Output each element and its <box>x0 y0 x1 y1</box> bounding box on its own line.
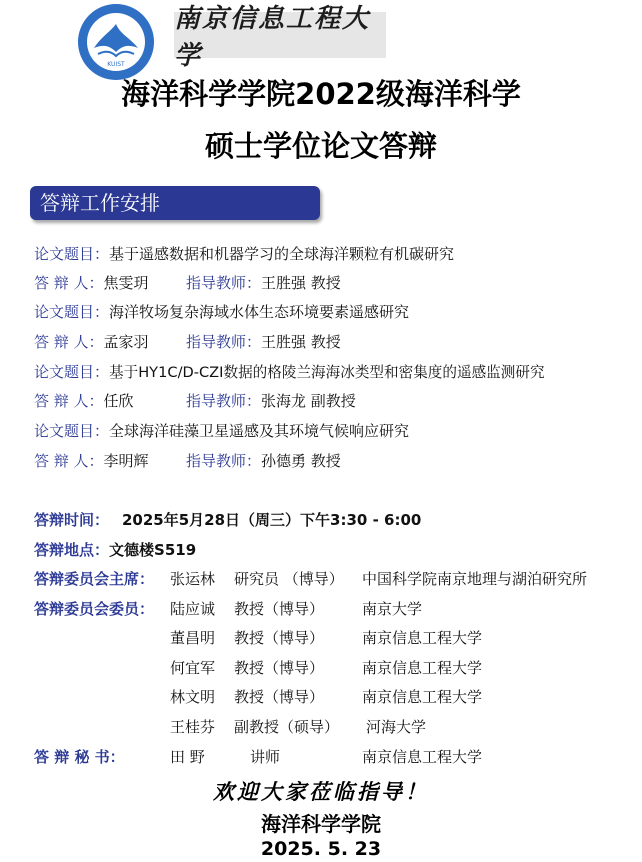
secretary-org: 南京信息工程大学 <box>362 748 483 766</box>
secretary-name: 田 野 <box>170 748 205 766</box>
student-name: 任欣 <box>103 392 134 410</box>
member-rank: 教授（博导） <box>234 600 325 618</box>
member-rank: 教授（博导） <box>234 629 325 647</box>
student-label: 答 辩 人： <box>34 274 104 292</box>
secretary-rank: 讲师 <box>250 748 281 766</box>
advisor-name: 王胜强 教授 <box>261 274 341 292</box>
thesis-title-row <box>34 420 409 442</box>
notice-date: 2025. 5. 23 <box>260 838 382 860</box>
student-name: 孟家羽 <box>103 333 149 351</box>
member-org: 南京信息工程大学 <box>362 688 483 706</box>
defense-place-row <box>34 539 196 561</box>
thesis-title-row <box>34 361 545 383</box>
thesis-title: 海洋牧场复杂海域水体生态环境要素遥感研究 <box>109 303 410 321</box>
secretary-label: 答 辩 秘 书： <box>34 748 125 766</box>
member-org: 河海大学 <box>366 718 427 736</box>
member-org: 南京大学 <box>362 600 423 618</box>
advisor-label: 指导教师： <box>186 392 262 410</box>
university-emblem-icon <box>76 2 156 82</box>
welcome-message: 欢迎大家莅临指导！ <box>213 779 429 804</box>
thesis-title-row <box>34 243 454 265</box>
member-name: 陆应诚 <box>170 600 216 618</box>
chair-name: 张运林 <box>170 570 216 588</box>
student-row <box>34 390 356 412</box>
defense-time: 2025年5月28日（周三）下午3:30 - 6:00 <box>122 511 422 529</box>
section-header-schedule: 答辩工作安排 <box>30 186 320 220</box>
member-name: 董昌明 <box>170 629 216 647</box>
member-name: 王桂芬 <box>170 718 216 736</box>
emblem-text: KUIST <box>107 61 125 68</box>
advisor-label: 指导教师： <box>186 452 262 470</box>
university-wordmark <box>174 4 386 71</box>
secretary-row <box>34 746 483 768</box>
page-title-line2: 硕士学位论文答辩 <box>204 129 437 163</box>
member-rank: 教授（博导） <box>234 688 325 706</box>
advisor-name: 孙德勇 教授 <box>261 452 341 470</box>
chair-rank: 研究员 （博导） <box>234 570 344 588</box>
member-rank: 副教授（硕导） <box>234 718 340 736</box>
advisor-label: 指导教师： <box>186 274 262 292</box>
thesis-title: 基于遥感数据和机器学习的全球海洋颗粒有机碳研究 <box>109 245 455 263</box>
member-org: 南京信息工程大学 <box>362 659 483 677</box>
member-name: 何宜军 <box>170 659 216 677</box>
defense-place-label: 答辩地点： <box>34 541 110 559</box>
student-label: 答 辩 人： <box>34 452 104 470</box>
thesis-title-label: 论文题目： <box>34 303 110 321</box>
member-rank: 教授（博导） <box>234 659 325 677</box>
defense-place: 文德楼S519 <box>109 541 197 559</box>
page-title-line1: 海洋科学学院2022级海洋科学 <box>121 77 521 111</box>
student-name: 焦雯玥 <box>103 274 149 292</box>
thesis-title-label: 论文题目： <box>34 245 110 263</box>
committee-member-row <box>34 598 423 620</box>
committee-chair-row <box>34 568 588 590</box>
chair-org: 中国科学院南京地理与湖泊研究所 <box>362 570 588 588</box>
defense-time-row <box>34 509 422 531</box>
member-name: 林文明 <box>170 688 216 706</box>
advisor-name: 张海龙 副教授 <box>261 392 356 410</box>
defense-time-label: 答辩时间： <box>34 511 110 529</box>
thesis-title-label: 论文题目： <box>34 422 110 440</box>
thesis-title-label: 论文题目： <box>34 363 110 381</box>
committee-chair-label: 答辩委员会主席： <box>34 570 155 588</box>
student-label: 答 辩 人： <box>34 333 104 351</box>
member-org: 南京信息工程大学 <box>362 629 483 647</box>
thesis-title-row <box>34 301 409 323</box>
advisor-label: 指导教师： <box>186 333 262 351</box>
committee-members-label: 答辩委员会委员： <box>34 600 155 618</box>
advisor-name: 王胜强 教授 <box>261 333 341 351</box>
student-row <box>34 450 341 472</box>
student-label: 答 辩 人： <box>34 392 104 410</box>
thesis-title: 基于HY1C/D-CZI数据的格陵兰海海冰类型和密集度的遥感监测研究 <box>109 364 545 381</box>
student-name: 李明辉 <box>103 452 149 470</box>
student-row <box>34 331 341 353</box>
organizer-name: 海洋科学学院 <box>261 812 381 836</box>
thesis-title: 全球海洋硅藻卫星遥感及其环境气候响应研究 <box>109 422 410 440</box>
university-wordmark-text: 南京信息工程大学 <box>174 4 371 71</box>
student-row <box>34 272 341 294</box>
